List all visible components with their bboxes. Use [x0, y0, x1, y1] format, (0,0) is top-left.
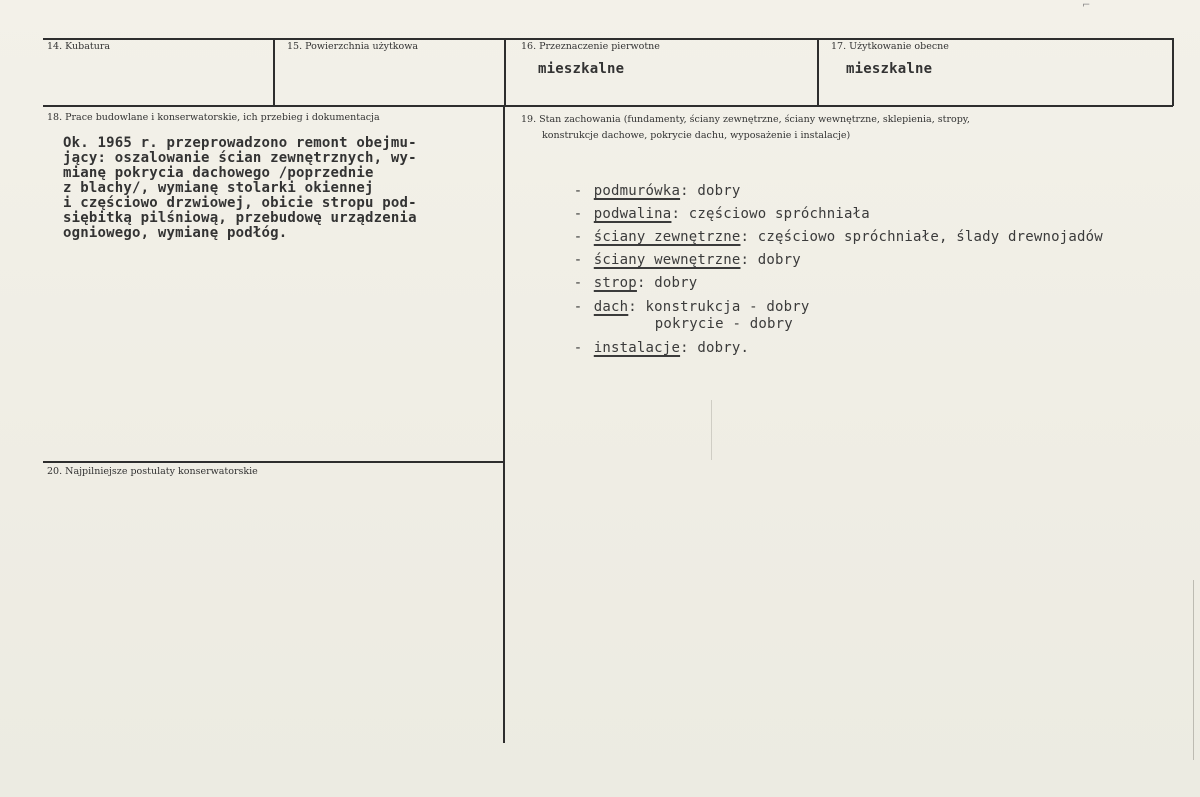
item-term: instalacje [593, 340, 681, 356]
right-edge-mark [1193, 580, 1194, 760]
item-text: : dobry. [680, 340, 750, 356]
condition-item [522, 189, 1103, 222]
item-text: pokrycie - dobry [654, 316, 793, 332]
field-18-line: z blachy/, wymianę stolarki okiennej [63, 180, 374, 196]
field-16-label: 16. Przeznaczenie pierwotne [521, 41, 660, 52]
divider-17-right [1172, 38, 1174, 106]
divider-15-16 [504, 38, 506, 106]
field-18-line: siębitką pilśniową, przebudowę urządzenia [63, 210, 417, 226]
item-term: ściany wewnętrzne [593, 252, 741, 268]
field-18-text [63, 135, 417, 242]
item-dash: - [573, 275, 583, 291]
item-dash: - [573, 299, 583, 315]
field-18-line: jący: oszalowanie ścian zewnętrznych, wy- [63, 150, 417, 166]
field-15-label: 15. Powierzchnia użytkowa [287, 41, 419, 52]
field-18-label: 18. Prace budowlane i konserwatorskie, ich przebieg i dokumentacja [47, 112, 380, 123]
condition-item [522, 212, 1103, 245]
item-text: : częściowo spróchniałe, ślady drewnojadów [740, 229, 1103, 245]
item-text: : częściowo spróchniała [671, 206, 870, 222]
item-term: dach [593, 299, 629, 315]
item-text: : dobry [740, 252, 801, 268]
condition-item [522, 235, 1103, 268]
item-text: : dobry [636, 275, 698, 291]
divider-16-17 [817, 38, 819, 106]
field-18-line: Ok. 1965 r. przeprowadzono remont obejmu- [63, 135, 417, 151]
row1-bottom-rule [43, 105, 1173, 107]
condition-item-continuation [522, 299, 1103, 332]
item-dash: - [573, 252, 583, 268]
item-dash: - [573, 340, 583, 356]
field-19-label-line2: konstrukcje dachowe, pokrycie dachu, wyposażenie i instalacje) [542, 130, 851, 141]
field-17-label: 17. Użytkowanie obecne [831, 41, 949, 52]
field-16-value: mieszkalne [538, 61, 625, 77]
row2-left-bottom-rule [43, 461, 504, 463]
item-term: podwalina [593, 206, 672, 222]
item-term: ściany zewnętrzne [593, 229, 741, 245]
field-19-label-line1: 19. Stan zachowania (fundamenty, ściany zewnętrzne, ściany wewnętrzne, sklepienia, stropy, [521, 114, 970, 125]
field-14-label: 14. Kubatura [47, 41, 111, 52]
center-fold-mark [711, 400, 712, 460]
divider-14-15 [273, 38, 275, 106]
field-18-line: mianę pokrycia dachowego /poprzednie [63, 165, 374, 181]
condition-item [522, 258, 1103, 291]
paper-mark: ⌐ [1082, 0, 1091, 11]
field-18-line: ogniowego, wymianę podłóg. [63, 225, 288, 241]
item-text: : dobry [680, 183, 741, 199]
field-17-value: mieszkalne [846, 61, 933, 77]
condition-item [522, 166, 1103, 199]
condition-item [522, 323, 1103, 356]
center-divider [503, 105, 505, 743]
item-text: : konstrukcja - dobry [628, 299, 810, 315]
item-term: strop [593, 275, 637, 291]
field-20-label: 20. Najpilniejsze postulaty konserwatorskie [47, 466, 258, 477]
item-dash: - [573, 183, 583, 199]
field-19-list [522, 166, 1103, 356]
condition-item [522, 282, 1103, 315]
field-18-line: i częściowo drzwiowej, obicie stropu pod- [63, 195, 417, 211]
item-term: podmurówka [593, 183, 681, 199]
item-dash: - [573, 229, 583, 245]
item-dash: - [573, 206, 583, 222]
